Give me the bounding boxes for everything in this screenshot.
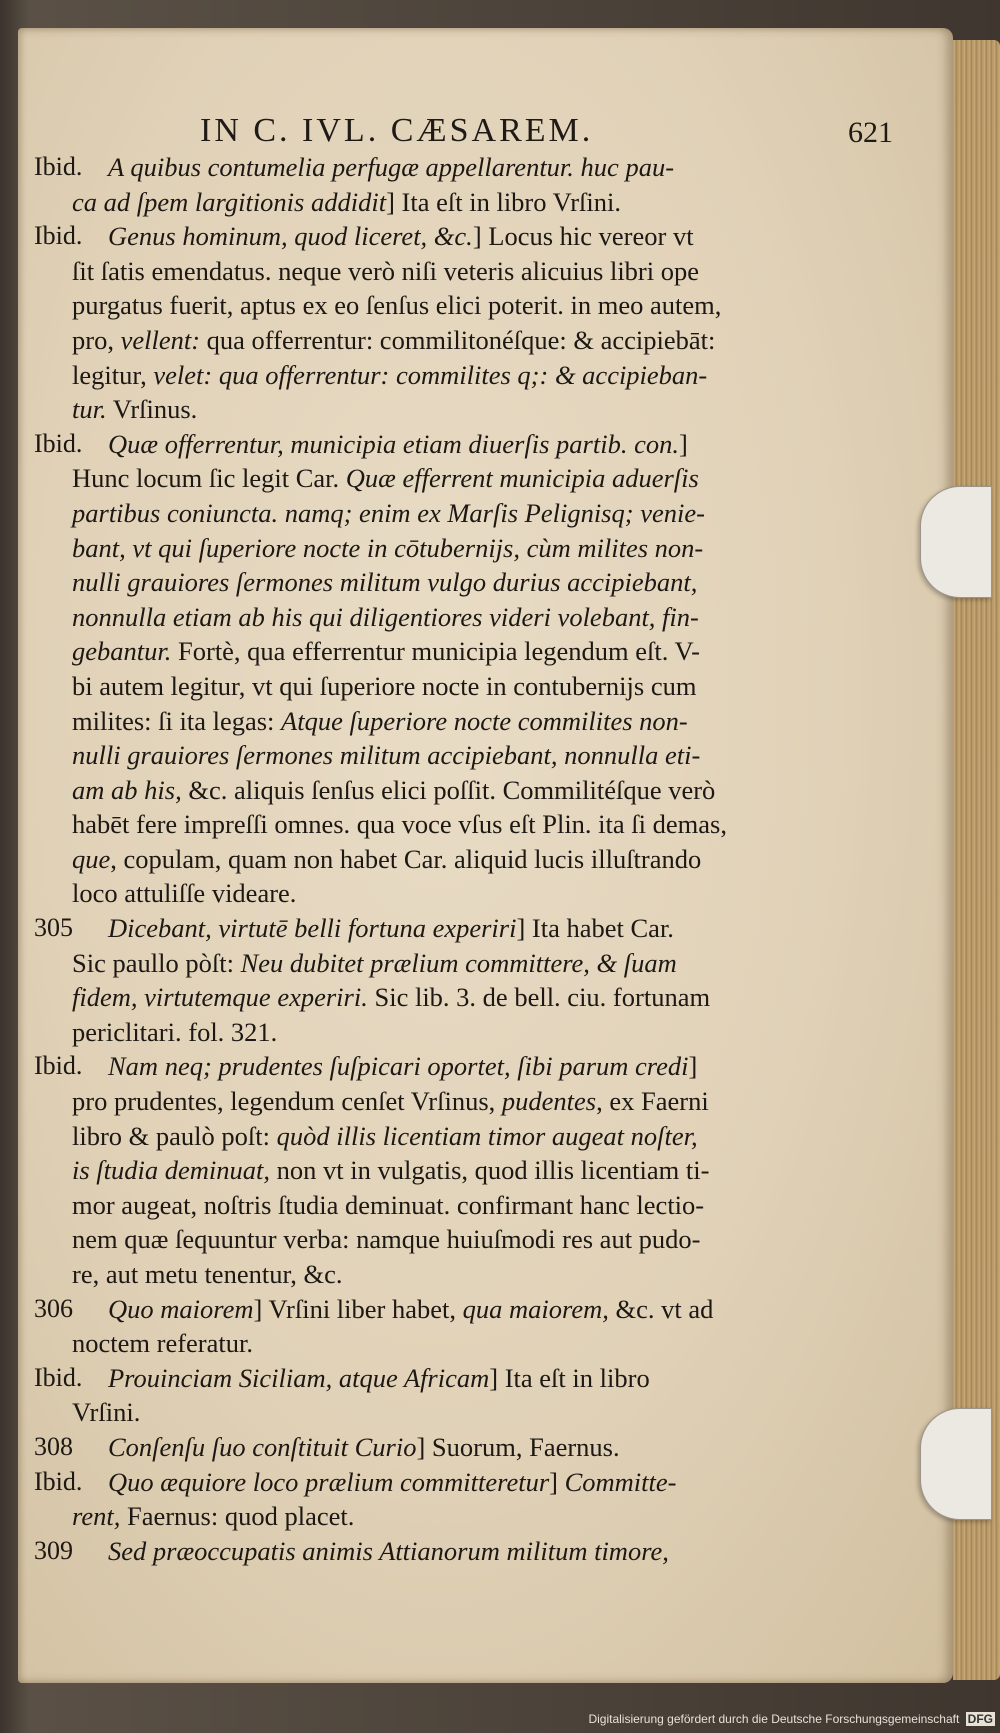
margin-reference: 306 <box>34 1293 73 1323</box>
text-line <box>34 773 794 808</box>
italic-lemma: velet: qua offerrentur: commilites q;: & accipieban- <box>153 359 708 390</box>
italic-lemma: Committe- <box>564 1466 677 1497</box>
text-line <box>34 738 794 773</box>
roman-text: &c. vt ad <box>608 1293 714 1324</box>
roman-text: Faernus: quod placet. <box>120 1501 355 1532</box>
text-line <box>34 946 794 981</box>
italic-lemma: pudentes <box>501 1086 597 1117</box>
roman-text: pro, <box>72 324 121 355</box>
text-line <box>34 634 794 669</box>
text-line <box>34 323 794 358</box>
funding-footer <box>575 1712 995 1730</box>
roman-text: bi autem legitur, vt qui ſuperiore nocte in contubernijs cum <box>72 670 697 701</box>
line-body <box>72 288 721 323</box>
margin-reference: Ibid. <box>34 152 83 181</box>
page-marker-tab <box>920 1408 992 1520</box>
line-body <box>72 946 677 981</box>
italic-lemma: A quibus contumelia perfugæ appellarentur. huc pau- <box>108 152 675 182</box>
line-body <box>108 911 674 946</box>
text-line <box>34 1222 794 1257</box>
line-body <box>108 1534 669 1569</box>
roman-text: ] Locus hic vereor vt <box>472 221 694 252</box>
roman-text: ] Ita eſt in libro Vrſini. <box>386 186 621 217</box>
text-line <box>34 1395 794 1430</box>
line-body <box>72 1222 701 1257</box>
line-body <box>72 1153 709 1188</box>
text-line <box>34 842 794 877</box>
roman-text: ſit ſatis emendatus. neque verò niſi veteris alicuius libri ope <box>72 255 700 286</box>
roman-text: Vrſinus. <box>106 394 198 425</box>
text-line <box>34 876 794 911</box>
text-line <box>34 531 794 566</box>
italic-lemma: Sed præoccupatis animis Attianorum militum timore, <box>108 1535 669 1566</box>
line-body <box>108 1049 697 1084</box>
line-body <box>72 1188 704 1223</box>
running-header: IN C. IVL. CÆSAREM. <box>200 112 594 149</box>
italic-lemma: Quo æquiore loco prælium committeretur <box>108 1466 550 1497</box>
roman-text: ] Ita eſt in libro <box>489 1362 650 1393</box>
line-body <box>72 358 707 393</box>
italic-lemma: quòd illis licentiam timor augeat noſter, <box>276 1120 698 1151</box>
italic-lemma: tur. <box>72 394 107 425</box>
line-body <box>72 1257 342 1292</box>
line-body <box>72 600 699 635</box>
text-line <box>34 565 794 600</box>
line-body <box>108 427 688 462</box>
text-line <box>34 254 794 289</box>
roman-text: pro prudentes, legendum cenſet Vrſinus, <box>72 1086 502 1117</box>
italic-lemma: que <box>72 843 111 874</box>
roman-text: , ex Faerni <box>596 1086 709 1117</box>
italic-lemma: Quæ offerrentur, municipia etiam diuerſis partib. con. <box>108 428 679 459</box>
line-body <box>72 704 688 739</box>
margin-reference: 308 <box>34 1431 73 1461</box>
italic-lemma: Dicebant, virtutē belli fortuna experiri <box>108 913 517 944</box>
text-line <box>34 669 794 704</box>
italic-lemma: fidem, virtutemque experiri. <box>72 982 368 1013</box>
text-line <box>34 1119 794 1154</box>
roman-text: , copulam, quam non habet Car. aliquid lucis illuſtrando <box>110 843 702 874</box>
roman-text: Vrſini. <box>72 1397 141 1428</box>
text-line <box>34 1326 794 1361</box>
line-body <box>108 1465 676 1500</box>
text-line <box>34 1361 794 1396</box>
roman-text: habēt fere impreſſi omnes. qua voce vſus eſt Plin. ita ſi demas, <box>72 809 727 840</box>
margin-reference: Ibid. <box>34 1466 83 1496</box>
margin-reference: Ibid. <box>34 221 83 251</box>
italic-lemma: nulli grauiores ſermones militum accipiebant, nonnulla eti- <box>72 740 701 771</box>
text-line <box>34 600 794 635</box>
text-line <box>34 1015 794 1050</box>
line-body <box>108 1430 620 1465</box>
margin-reference: 309 <box>34 1535 73 1565</box>
line-body <box>72 669 696 704</box>
line-body <box>72 185 621 220</box>
text-line <box>34 1049 794 1084</box>
line-body <box>72 1015 277 1050</box>
italic-lemma: Prouinciam Siciliam, atque Africam <box>108 1362 490 1393</box>
roman-text: Hunc locum ſic legit Car. <box>72 463 346 494</box>
italic-lemma: partibus coniuncta. namq; enim ex Marſis Pelignisq; venie- <box>72 497 705 528</box>
line-body <box>72 323 715 358</box>
line-body <box>108 1292 713 1327</box>
italic-lemma: gebantur. <box>72 636 172 667</box>
roman-text: ] Ita habet Car. <box>516 913 674 944</box>
line-body <box>72 634 700 669</box>
line-body <box>72 565 697 600</box>
text-line <box>34 1499 794 1534</box>
line-body <box>72 496 705 531</box>
italic-lemma: vellent: <box>120 324 201 355</box>
roman-text: purgatus fuerit, aptus ex eo ſenſus elici poterit. in meo autem, <box>72 290 722 321</box>
roman-text: loco attuliſſe videare. <box>72 878 297 909</box>
roman-text: legitur, <box>72 359 154 390</box>
roman-text: Sic paullo pòſt: <box>72 947 241 978</box>
roman-text: ] <box>688 1051 698 1082</box>
line-body <box>72 1499 354 1534</box>
line-body <box>72 392 197 427</box>
italic-lemma: rent, <box>72 1501 121 1532</box>
italic-lemma: Nam neq; prudentes ſuſpicari oportet, ſibi parum credi <box>108 1051 689 1082</box>
text-line <box>34 1084 794 1119</box>
line-body <box>72 738 700 773</box>
page-number: 621 <box>848 116 893 149</box>
line-body <box>72 1084 709 1119</box>
line-body <box>72 1326 253 1361</box>
line-body <box>72 807 727 842</box>
line-body <box>108 150 674 185</box>
text-line <box>34 704 794 739</box>
italic-lemma: qua maiorem, <box>462 1293 609 1324</box>
page-marker-tab <box>920 486 992 598</box>
italic-lemma: nonnulla etiam ab his qui diligentiores videri volebant, fin- <box>72 601 699 632</box>
line-body <box>72 980 710 1015</box>
line-body <box>72 773 715 808</box>
roman-text: noctem referatur. <box>72 1328 253 1359</box>
text-line <box>34 1292 794 1327</box>
roman-text: Fortè, qua efferrentur municipia legendum eſt. V- <box>171 636 701 667</box>
line-body <box>72 876 296 911</box>
line-body <box>72 842 701 877</box>
text-line <box>34 150 794 185</box>
text-line <box>34 1465 794 1500</box>
text-line <box>34 911 794 946</box>
roman-text: ] Suorum, Faernus. <box>416 1431 620 1462</box>
roman-text: Sic lib. 3. de bell. ciu. fortunam <box>367 982 711 1013</box>
italic-lemma: bant, vt qui ſuperiore nocte in cōtubernijs, cùm milites non- <box>72 532 704 563</box>
text-line <box>34 392 794 427</box>
line-body <box>72 1119 698 1154</box>
roman-text: re, aut metu tenentur, &c. <box>72 1259 343 1289</box>
roman-text: milites: ſi ita legas: <box>72 705 282 736</box>
margin-reference: Ibid. <box>34 1051 83 1081</box>
margin-reference: Ibid. <box>34 428 83 458</box>
line-body <box>108 1361 650 1396</box>
roman-text: nem quæ ſequuntur verba: namque huiuſmodi res aut pudo- <box>72 1224 701 1255</box>
text-line <box>34 288 794 323</box>
italic-lemma: ca ad ſpem largitionis addidit <box>72 186 387 217</box>
commentary-text <box>34 150 794 1568</box>
text-line <box>34 496 794 531</box>
dfg-logo: DFG <box>967 1712 993 1726</box>
roman-text: periclitari. fol. 321. <box>72 1016 278 1047</box>
text-line <box>34 427 794 462</box>
margin-reference: 305 <box>34 913 73 943</box>
italic-lemma: Conſenſu ſuo conſtituit Curio <box>108 1431 417 1462</box>
italic-lemma: Quo maiorem <box>108 1293 254 1324</box>
text-line <box>34 1188 794 1223</box>
text-line <box>34 1430 794 1465</box>
text-line <box>34 219 794 254</box>
line-body <box>108 219 694 254</box>
roman-text: &c. aliquis ſenſus elici poſſit. Commilitéſque verò <box>181 774 716 805</box>
italic-lemma: nulli grauiores ſermones militum vulgo durius accipiebant, <box>72 567 698 598</box>
line-body <box>72 531 703 566</box>
text-line <box>34 461 794 496</box>
roman-text: qua offerrentur: commilitonéſque: & accipiebāt: <box>200 324 716 355</box>
italic-lemma: Neu dubitet prælium committere, & ſuam <box>240 947 677 978</box>
roman-text: ] Vrſini liber habet, <box>253 1293 463 1324</box>
funding-text: Digitalisierung gefördert durch die Deutsche Forschungsgemeinschaft <box>588 1712 960 1726</box>
italic-lemma: am ab his, <box>72 774 182 805</box>
margin-reference: Ibid. <box>34 1362 83 1392</box>
text-line <box>34 980 794 1015</box>
roman-text: mor augeat, noſtris ſtudia deminuat. confirmant hanc lectio- <box>72 1189 705 1220</box>
roman-text: libro & paulò poſt: <box>72 1120 277 1151</box>
text-line <box>34 1534 794 1569</box>
line-body <box>72 1395 140 1430</box>
roman-text: ] <box>678 428 688 459</box>
italic-lemma: Quæ efferrent municipia aduerſis <box>345 463 699 494</box>
text-line <box>34 1153 794 1188</box>
text-line <box>34 185 794 220</box>
text-line <box>34 807 794 842</box>
text-line <box>34 358 794 393</box>
roman-text: non vt in vulgatis, quod illis licentiam ti- <box>270 1155 710 1186</box>
italic-lemma: is ſtudia deminuat, <box>72 1155 271 1186</box>
italic-lemma: Genus hominum, quod liceret, &c. <box>108 221 473 252</box>
italic-lemma: Atque ſuperiore nocte commilites non- <box>281 705 688 736</box>
text-line <box>34 1257 794 1292</box>
roman-text: ] <box>549 1466 565 1497</box>
line-body <box>72 461 699 496</box>
line-body <box>72 254 699 289</box>
